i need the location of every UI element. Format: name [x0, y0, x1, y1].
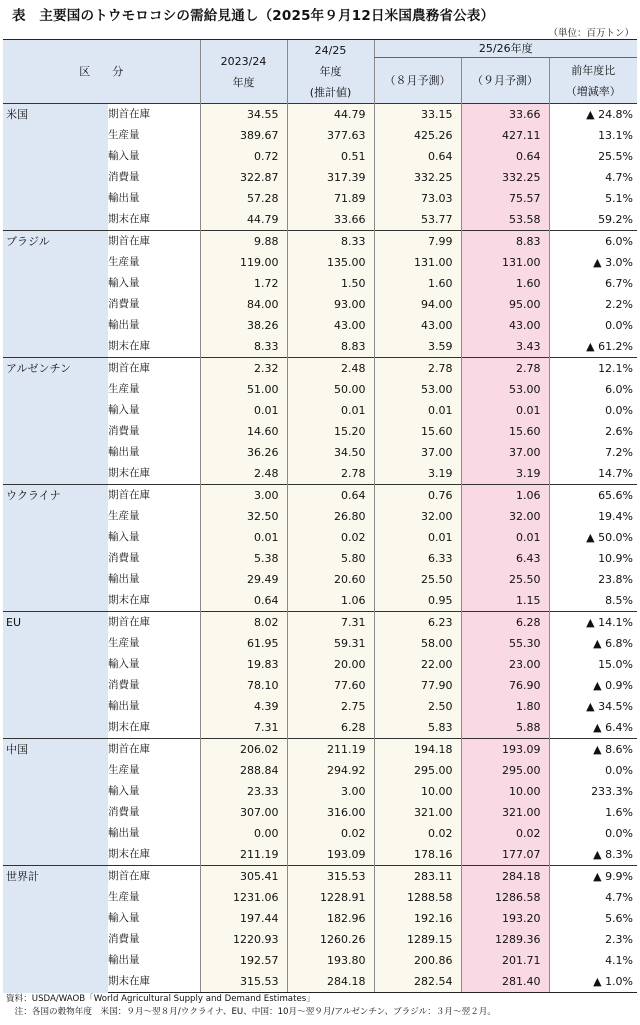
value-2023: 2.48 — [200, 463, 287, 485]
header-change — [549, 58, 637, 104]
value-aug: 0.95 — [374, 590, 461, 612]
item-label: 期首在庫 — [108, 612, 200, 634]
value-2024: 43.00 — [287, 315, 374, 336]
item-label: 輸出量 — [108, 696, 200, 717]
value-sep: 1.80 — [461, 696, 549, 717]
value-aug: 200.86 — [374, 950, 461, 971]
value-change: 8.5% — [549, 590, 637, 612]
value-aug: 7.99 — [374, 231, 461, 253]
value-sep: 53.00 — [461, 379, 549, 400]
value-change: 5.6% — [549, 908, 637, 929]
value-change: 4.7% — [549, 167, 637, 188]
value-2023: 307.00 — [200, 802, 287, 823]
value-sep: 53.58 — [461, 209, 549, 231]
value-change: 12.1% — [549, 358, 637, 380]
value-aug: 194.18 — [374, 739, 461, 761]
item-label: 消費量 — [108, 929, 200, 950]
value-2023: 4.39 — [200, 696, 287, 717]
value-change: 23.8% — [549, 569, 637, 590]
value-sep: 8.83 — [461, 231, 549, 253]
item-label: 生産量 — [108, 633, 200, 654]
value-aug: 53.00 — [374, 379, 461, 400]
value-2023: 119.00 — [200, 252, 287, 273]
value-sep: 332.25 — [461, 167, 549, 188]
country-label: EU — [3, 612, 108, 739]
value-aug: 295.00 — [374, 760, 461, 781]
table-row — [3, 485, 637, 507]
value-change: 6.0% — [549, 231, 637, 253]
value-2023: 1.72 — [200, 273, 287, 294]
table-row — [3, 104, 637, 126]
value-2023: 36.26 — [200, 442, 287, 463]
value-sep: 131.00 — [461, 252, 549, 273]
table-row — [3, 739, 637, 761]
header-2025-group: 25/26年度 — [374, 40, 637, 58]
value-2024: 377.63 — [287, 125, 374, 146]
value-2024: 59.31 — [287, 633, 374, 654]
item-label: 期末在庫 — [108, 717, 200, 739]
header-change-note: （増減率） — [565, 84, 621, 98]
value-2024: 93.00 — [287, 294, 374, 315]
country-label: 中国 — [3, 739, 108, 866]
value-change: 1.6% — [549, 802, 637, 823]
value-2023: 5.38 — [200, 548, 287, 569]
value-2024: 211.19 — [287, 739, 374, 761]
item-label: 期末在庫 — [108, 590, 200, 612]
value-sep: 5.88 — [461, 717, 549, 739]
value-sep: 15.60 — [461, 421, 549, 442]
value-2023: 305.41 — [200, 866, 287, 888]
value-sep: 1.15 — [461, 590, 549, 612]
item-label: 消費量 — [108, 167, 200, 188]
value-sep: 6.43 — [461, 548, 549, 569]
item-label: 消費量 — [108, 675, 200, 696]
value-sep: 2.78 — [461, 358, 549, 380]
value-2023: 7.31 — [200, 717, 287, 739]
value-sep: 321.00 — [461, 802, 549, 823]
header-sep: （９月予測） — [461, 58, 549, 104]
header-change-label: 前年度比 — [571, 63, 616, 77]
value-2023: 0.00 — [200, 823, 287, 844]
value-aug: 131.00 — [374, 252, 461, 273]
value-aug: 15.60 — [374, 421, 461, 442]
value-2023: 315.53 — [200, 971, 287, 993]
country-label: ウクライナ — [3, 485, 108, 612]
value-sep: 1.60 — [461, 273, 549, 294]
value-2023: 211.19 — [200, 844, 287, 866]
value-2024: 20.60 — [287, 569, 374, 590]
value-2023: 1220.93 — [200, 929, 287, 950]
item-label: 期首在庫 — [108, 104, 200, 126]
value-2024: 193.80 — [287, 950, 374, 971]
value-aug: 0.01 — [374, 400, 461, 421]
header-2024-note: (推計値) — [309, 86, 352, 99]
value-2023: 206.02 — [200, 739, 287, 761]
value-change: 14.7% — [549, 463, 637, 485]
table-row — [3, 358, 637, 380]
value-change: 0.0% — [549, 315, 637, 336]
value-sep: 55.30 — [461, 633, 549, 654]
value-change: 59.2% — [549, 209, 637, 231]
country-label: アルゼンチン — [3, 358, 108, 485]
item-label: 輸入量 — [108, 146, 200, 167]
value-change: 2.2% — [549, 294, 637, 315]
item-label: 消費量 — [108, 802, 200, 823]
value-sep: 1286.58 — [461, 887, 549, 908]
value-2024: 0.64 — [287, 485, 374, 507]
value-2024: 1228.91 — [287, 887, 374, 908]
value-2024: 5.80 — [287, 548, 374, 569]
value-sep: 23.00 — [461, 654, 549, 675]
value-aug: 0.76 — [374, 485, 461, 507]
value-sep: 33.66 — [461, 104, 549, 126]
value-aug: 33.15 — [374, 104, 461, 126]
item-label: 期首在庫 — [108, 739, 200, 761]
value-2023: 192.57 — [200, 950, 287, 971]
value-2023: 78.10 — [200, 675, 287, 696]
item-label: 生産量 — [108, 506, 200, 527]
value-2023: 0.01 — [200, 400, 287, 421]
value-2024: 71.89 — [287, 188, 374, 209]
value-2023: 38.26 — [200, 315, 287, 336]
value-aug: 2.50 — [374, 696, 461, 717]
item-label: 生産量 — [108, 252, 200, 273]
item-label: 期末在庫 — [108, 336, 200, 358]
value-2024: 26.80 — [287, 506, 374, 527]
value-change: 5.1% — [549, 188, 637, 209]
value-change: ▲ 9.9% — [549, 866, 637, 888]
value-2023: 8.33 — [200, 336, 287, 358]
value-2023: 0.01 — [200, 527, 287, 548]
value-sep: 76.90 — [461, 675, 549, 696]
value-aug: 321.00 — [374, 802, 461, 823]
value-2024: 33.66 — [287, 209, 374, 231]
value-sep: 0.01 — [461, 400, 549, 421]
value-change: 4.1% — [549, 950, 637, 971]
value-aug: 37.00 — [374, 442, 461, 463]
value-2023: 0.64 — [200, 590, 287, 612]
item-label: 期末在庫 — [108, 971, 200, 993]
item-label: 生産量 — [108, 887, 200, 908]
value-2024: 0.02 — [287, 823, 374, 844]
value-aug: 1.60 — [374, 273, 461, 294]
table-row — [3, 612, 637, 634]
value-2024: 2.48 — [287, 358, 374, 380]
value-change: 233.3% — [549, 781, 637, 802]
value-2023: 19.83 — [200, 654, 287, 675]
value-sep: 284.18 — [461, 866, 549, 888]
value-2023: 9.88 — [200, 231, 287, 253]
item-label: 輸入量 — [108, 273, 200, 294]
value-2023: 61.95 — [200, 633, 287, 654]
value-2024: 77.60 — [287, 675, 374, 696]
value-2024: 20.00 — [287, 654, 374, 675]
value-change: 0.0% — [549, 760, 637, 781]
source-note: 資料：USDA/WAOB「World Agricultural Supply and Demand Estimates」 — [6, 994, 315, 1004]
item-label: 輸出量 — [108, 950, 200, 971]
item-label: 消費量 — [108, 421, 200, 442]
value-2023: 197.44 — [200, 908, 287, 929]
value-2024: 15.20 — [287, 421, 374, 442]
value-change: ▲ 61.2% — [549, 336, 637, 358]
value-2023: 57.28 — [200, 188, 287, 209]
item-label: 期首在庫 — [108, 866, 200, 888]
footnotes — [6, 993, 496, 1019]
value-2024: 135.00 — [287, 252, 374, 273]
value-sep: 193.20 — [461, 908, 549, 929]
country-label: ブラジル — [3, 231, 108, 358]
value-change: ▲ 14.1% — [549, 612, 637, 634]
value-2023: 2.32 — [200, 358, 287, 380]
item-label: 期末在庫 — [108, 844, 200, 866]
value-sep: 281.40 — [461, 971, 549, 993]
value-2023: 3.00 — [200, 485, 287, 507]
item-label: 期首在庫 — [108, 358, 200, 380]
value-aug: 0.02 — [374, 823, 461, 844]
value-change: ▲ 8.3% — [549, 844, 637, 866]
header-2024-year: 24/25 — [314, 44, 347, 57]
value-sep: 6.28 — [461, 612, 549, 634]
item-label: 期末在庫 — [108, 463, 200, 485]
value-change: ▲ 3.0% — [549, 252, 637, 273]
header-aug: （８月予測） — [374, 58, 461, 104]
value-change: ▲ 8.6% — [549, 739, 637, 761]
value-sep: 3.43 — [461, 336, 549, 358]
header-2024-label: 年度 — [319, 65, 342, 78]
value-change: 10.9% — [549, 548, 637, 569]
item-label: 消費量 — [108, 548, 200, 569]
value-aug: 6.23 — [374, 612, 461, 634]
supply-demand-table — [3, 39, 637, 993]
value-2024: 6.28 — [287, 717, 374, 739]
item-label: 輸入量 — [108, 527, 200, 548]
value-2024: 315.53 — [287, 866, 374, 888]
value-aug: 10.00 — [374, 781, 461, 802]
value-2024: 2.78 — [287, 463, 374, 485]
header-2023: 2023/24 年度 — [200, 40, 287, 104]
item-label: 生産量 — [108, 125, 200, 146]
table-header — [3, 40, 637, 104]
value-aug: 0.64 — [374, 146, 461, 167]
value-aug: 43.00 — [374, 315, 461, 336]
value-change: 0.0% — [549, 823, 637, 844]
value-change: ▲ 50.0% — [549, 527, 637, 548]
value-2024: 294.92 — [287, 760, 374, 781]
country-label: 米国 — [3, 104, 108, 231]
value-change: ▲ 34.5% — [549, 696, 637, 717]
period-note: 注：各国の穀物年度 米国：９月～翌８月/ウクライナ、EU、中国：10月～翌９月/アルゼンチン、ブラジル：３月～翌２月。 — [6, 1007, 496, 1017]
value-change: 2.6% — [549, 421, 637, 442]
value-change: 6.7% — [549, 273, 637, 294]
value-aug: 73.03 — [374, 188, 461, 209]
value-sep: 1.06 — [461, 485, 549, 507]
value-aug: 22.00 — [374, 654, 461, 675]
value-2024: 0.01 — [287, 400, 374, 421]
value-2024: 7.31 — [287, 612, 374, 634]
value-2023: 51.00 — [200, 379, 287, 400]
value-sep: 95.00 — [461, 294, 549, 315]
item-label: 輸出量 — [108, 442, 200, 463]
value-2024: 34.50 — [287, 442, 374, 463]
item-label: 輸出量 — [108, 315, 200, 336]
value-2024: 50.00 — [287, 379, 374, 400]
value-aug: 6.33 — [374, 548, 461, 569]
value-sep: 0.01 — [461, 527, 549, 548]
unit-label: （単位：百万トン） — [548, 28, 634, 39]
value-sep: 0.02 — [461, 823, 549, 844]
value-aug: 94.00 — [374, 294, 461, 315]
value-2024: 1.06 — [287, 590, 374, 612]
item-label: 生産量 — [108, 760, 200, 781]
value-2024: 0.51 — [287, 146, 374, 167]
value-2024: 316.00 — [287, 802, 374, 823]
value-sep: 193.09 — [461, 739, 549, 761]
value-sep: 0.64 — [461, 146, 549, 167]
value-aug: 53.77 — [374, 209, 461, 231]
value-change: 4.7% — [549, 887, 637, 908]
value-aug: 178.16 — [374, 844, 461, 866]
value-change: 13.1% — [549, 125, 637, 146]
value-sep: 3.19 — [461, 463, 549, 485]
item-label: 輸入量 — [108, 654, 200, 675]
header-category: 区 分 — [3, 40, 200, 104]
value-sep: 177.07 — [461, 844, 549, 866]
value-sep: 427.11 — [461, 125, 549, 146]
value-aug: 58.00 — [374, 633, 461, 654]
value-aug: 282.54 — [374, 971, 461, 993]
item-label: 期首在庫 — [108, 485, 200, 507]
item-label: 期末在庫 — [108, 209, 200, 231]
value-change: 19.4% — [549, 506, 637, 527]
value-sep: 43.00 — [461, 315, 549, 336]
value-2023: 0.72 — [200, 146, 287, 167]
value-change: 0.0% — [549, 400, 637, 421]
value-aug: 1288.58 — [374, 887, 461, 908]
value-sep: 25.50 — [461, 569, 549, 590]
value-2023: 8.02 — [200, 612, 287, 634]
value-2023: 322.87 — [200, 167, 287, 188]
value-aug: 77.90 — [374, 675, 461, 696]
value-aug: 283.11 — [374, 866, 461, 888]
item-label: 輸入量 — [108, 908, 200, 929]
value-2024: 8.33 — [287, 231, 374, 253]
value-2024: 0.02 — [287, 527, 374, 548]
value-2023: 1231.06 — [200, 887, 287, 908]
value-change: ▲ 0.9% — [549, 675, 637, 696]
value-2024: 8.83 — [287, 336, 374, 358]
item-label: 輸入量 — [108, 400, 200, 421]
value-change: 2.3% — [549, 929, 637, 950]
value-aug: 332.25 — [374, 167, 461, 188]
value-2023: 14.60 — [200, 421, 287, 442]
item-label: 生産量 — [108, 379, 200, 400]
value-2023: 389.67 — [200, 125, 287, 146]
country-label: 世界計 — [3, 866, 108, 993]
table-body — [3, 104, 637, 993]
value-sep: 295.00 — [461, 760, 549, 781]
value-aug: 2.78 — [374, 358, 461, 380]
item-label: 消費量 — [108, 294, 200, 315]
value-aug: 32.00 — [374, 506, 461, 527]
value-2023: 23.33 — [200, 781, 287, 802]
value-change: 7.2% — [549, 442, 637, 463]
item-label: 輸入量 — [108, 781, 200, 802]
value-2024: 317.39 — [287, 167, 374, 188]
item-label: 期首在庫 — [108, 231, 200, 253]
value-change: ▲ 6.8% — [549, 633, 637, 654]
header-2024 — [287, 40, 374, 104]
value-change: 65.6% — [549, 485, 637, 507]
value-sep: 75.57 — [461, 188, 549, 209]
page-title: 表 主要国のトウモロコシの需給見通し（2025年９月12日米国農務省公表） — [12, 8, 495, 24]
value-2023: 34.55 — [200, 104, 287, 126]
table-row — [3, 866, 637, 888]
value-sep: 201.71 — [461, 950, 549, 971]
value-sep: 1289.36 — [461, 929, 549, 950]
value-change: ▲ 6.4% — [549, 717, 637, 739]
value-aug: 425.26 — [374, 125, 461, 146]
item-label: 輸出量 — [108, 569, 200, 590]
value-aug: 1289.15 — [374, 929, 461, 950]
value-2024: 284.18 — [287, 971, 374, 993]
table-row — [3, 231, 637, 253]
value-change: 6.0% — [549, 379, 637, 400]
value-change: 15.0% — [549, 654, 637, 675]
value-aug: 192.16 — [374, 908, 461, 929]
value-2023: 288.84 — [200, 760, 287, 781]
value-change: ▲ 1.0% — [549, 971, 637, 993]
item-label: 輸出量 — [108, 823, 200, 844]
value-2023: 44.79 — [200, 209, 287, 231]
value-sep: 37.00 — [461, 442, 549, 463]
value-aug: 0.01 — [374, 527, 461, 548]
value-change: ▲ 24.8% — [549, 104, 637, 126]
value-2024: 2.75 — [287, 696, 374, 717]
value-2023: 29.49 — [200, 569, 287, 590]
value-aug: 3.59 — [374, 336, 461, 358]
value-change: 25.5% — [549, 146, 637, 167]
value-2024: 1.50 — [287, 273, 374, 294]
item-label: 輸出量 — [108, 188, 200, 209]
value-2024: 182.96 — [287, 908, 374, 929]
value-2024: 44.79 — [287, 104, 374, 126]
value-2024: 3.00 — [287, 781, 374, 802]
value-2023: 84.00 — [200, 294, 287, 315]
value-aug: 25.50 — [374, 569, 461, 590]
value-aug: 5.83 — [374, 717, 461, 739]
value-sep: 32.00 — [461, 506, 549, 527]
value-2024: 1260.26 — [287, 929, 374, 950]
value-aug: 3.19 — [374, 463, 461, 485]
value-sep: 10.00 — [461, 781, 549, 802]
value-2023: 32.50 — [200, 506, 287, 527]
value-2024: 193.09 — [287, 844, 374, 866]
